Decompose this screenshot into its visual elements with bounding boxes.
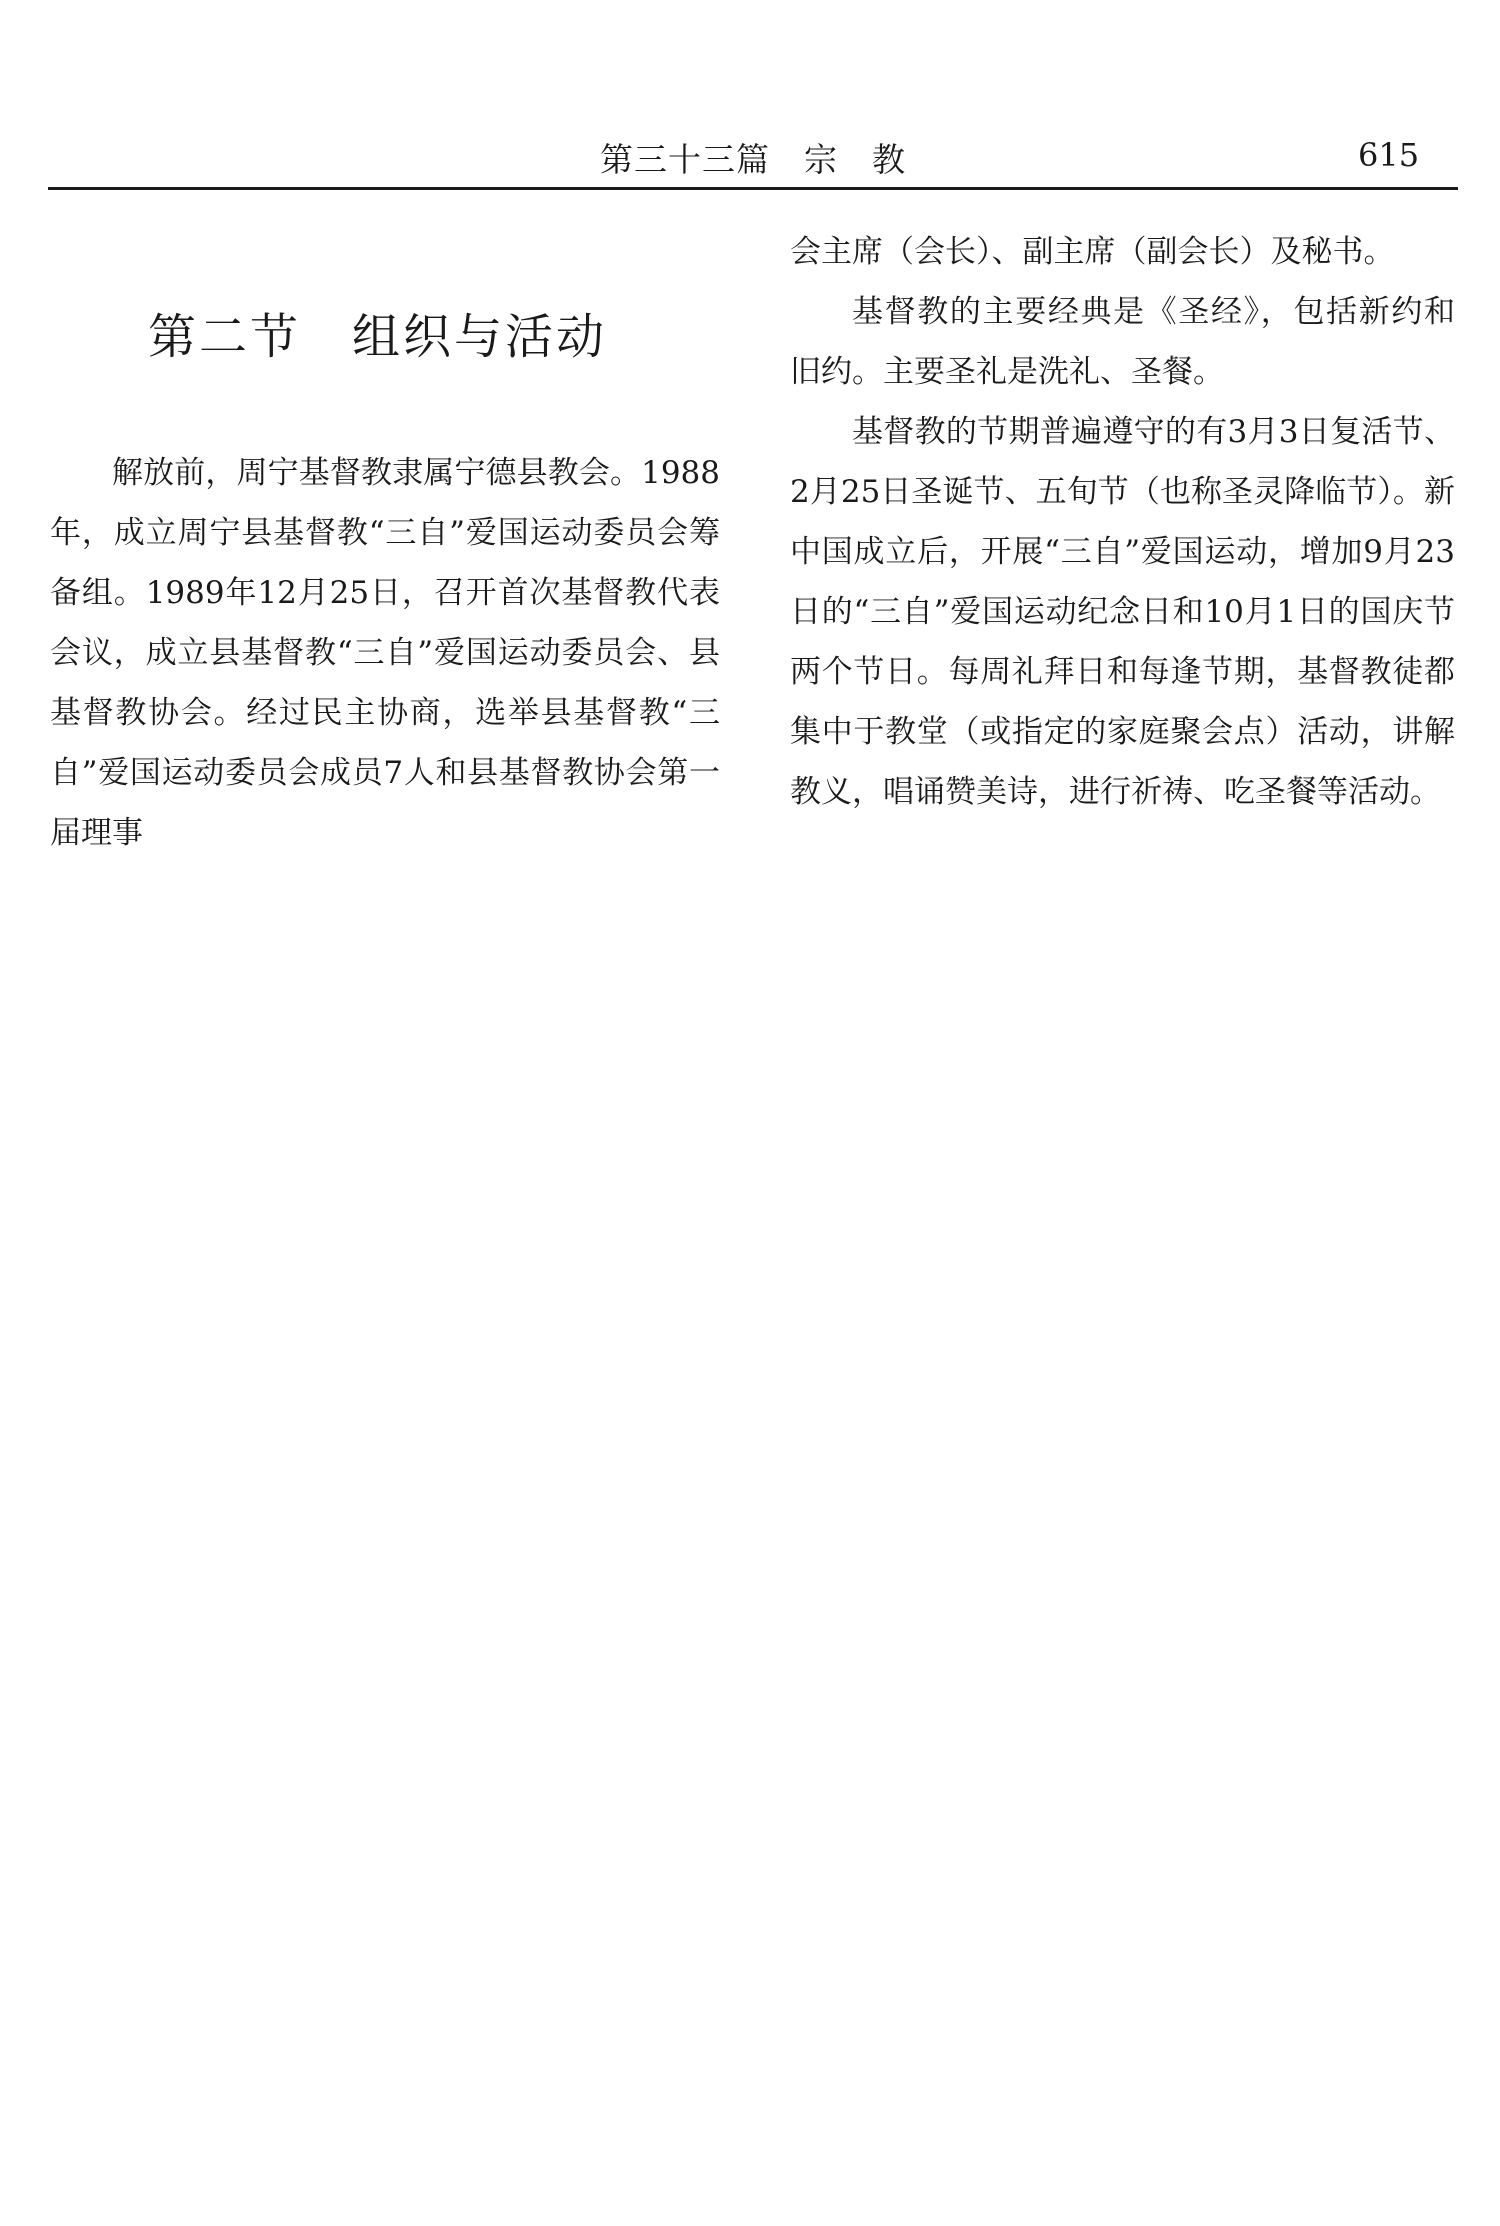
page-number: 615: [1358, 136, 1420, 174]
section-title: 第二节 组织与活动: [148, 309, 608, 365]
body-paragraph: 基督教的节期普遍遵守的有3月3日复活节、2月25日圣诞节、五旬节（也称圣灵降临节）。新中国成立后，开展“三自”爱国运动，增加9月23日的“三自”爱国运动纪念日和10月1日的国庆节两个节日。每周礼拜日和每逢节期，基督教徒都集中于教堂（或指定的家庭聚会点）活动，讲解教义，唱诵赞美诗，进行祈祷、吃圣餐等活动。: [790, 414, 1455, 810]
body-paragraph: 基督教的主要经典是《圣经》，包括新约和旧约。主要圣礼是洗礼、圣餐。: [790, 294, 1455, 390]
body-paragraph-continuation: 会主席（会长）、副主席（副会长）及秘书。: [790, 234, 1395, 270]
right-column: [790, 222, 1455, 822]
running-header-chapter: 第三十三篇 宗 教: [600, 140, 906, 179]
body-paragraph: 解放前，周宁基督教隶属宁德县教会。1988年，成立周宁县基督教“三自”爱国运动委员会筹备组。1989年12月25日，召开首次基督教代表会议，成立县基督教“三自”爱国运动委员会、县基督教协会。经过民主协商，选举县基督教“三自”爱国运动委员会成员7人和县基督教协会第一届理事: [50, 455, 720, 851]
header-divider: [48, 187, 1458, 190]
left-column: [50, 443, 720, 863]
